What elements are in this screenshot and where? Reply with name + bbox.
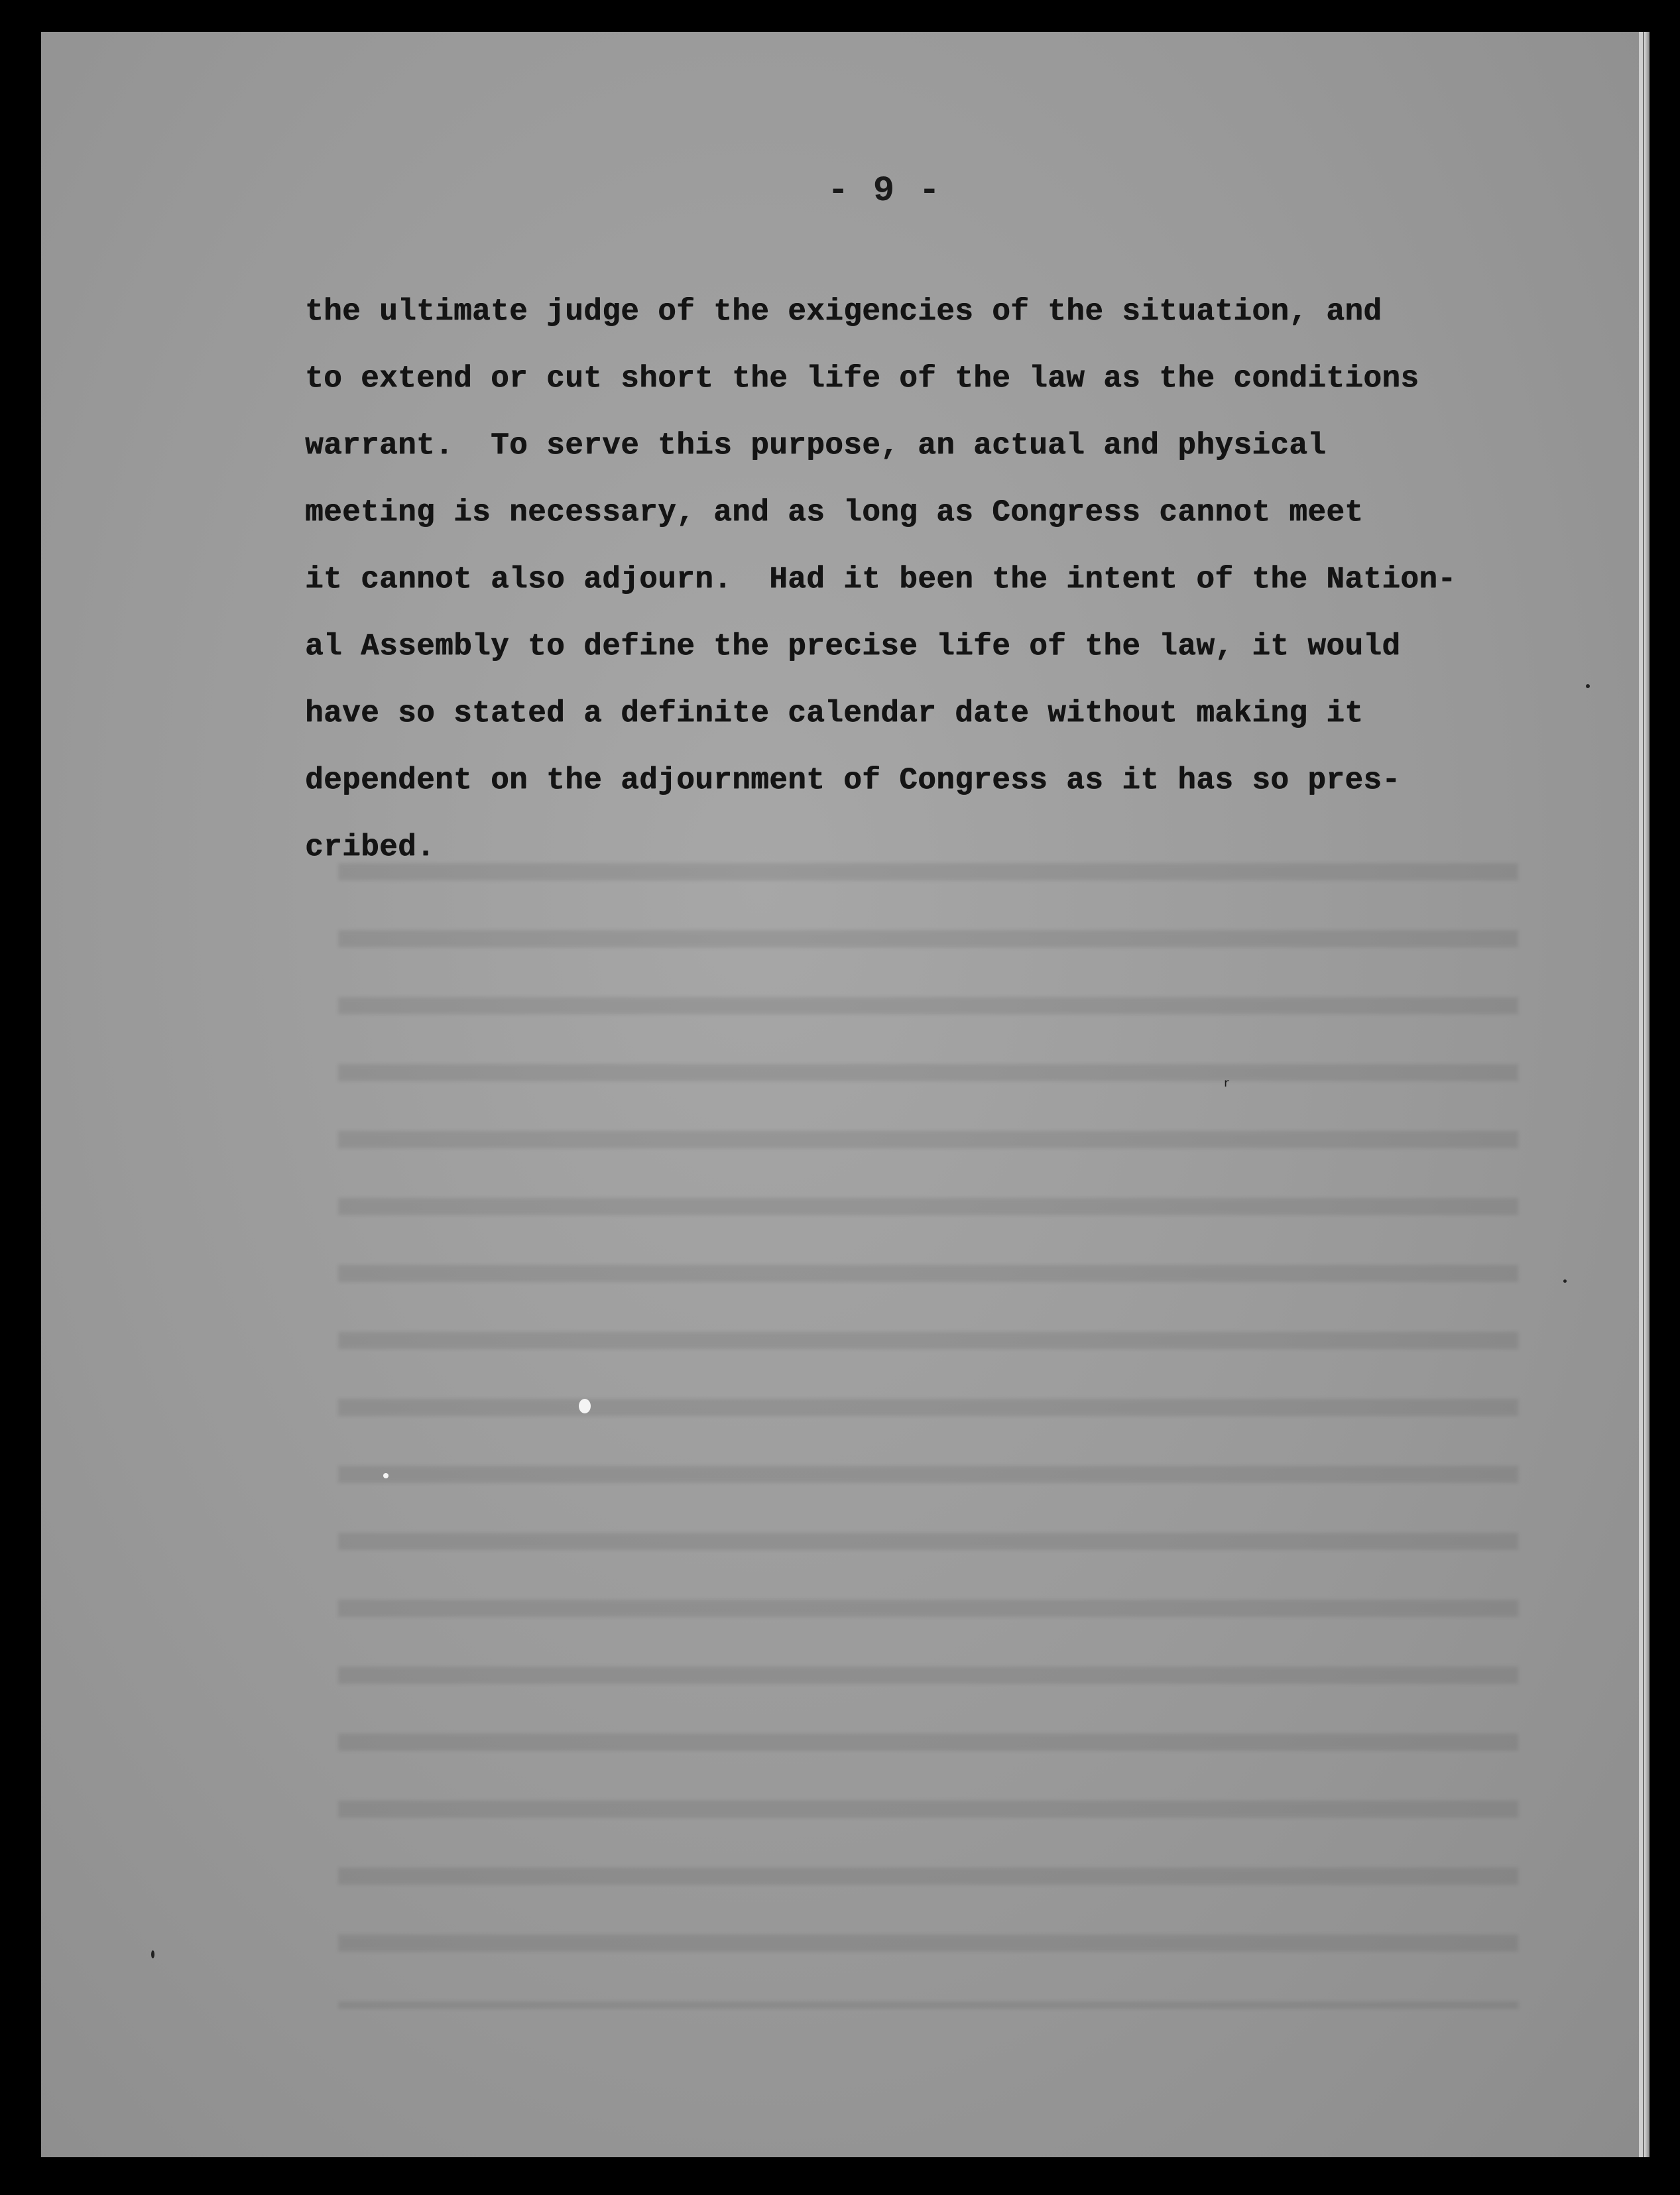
page-edge <box>1644 32 1650 2157</box>
text-line: al Assembly to define the precise life of the law, it would <box>305 629 1401 664</box>
text-line: it cannot also adjourn. Had it been the intent of the Nation- <box>305 562 1457 597</box>
dust-speck <box>151 1950 154 1958</box>
text-line: the ultimate judge of the exigencies of the situation, and <box>305 294 1382 329</box>
text-line: warrant. To serve this purpose, an actual and physical <box>305 428 1327 463</box>
text-line: cribed. <box>305 830 436 864</box>
dust-speck <box>579 1399 591 1413</box>
dust-speck <box>383 1473 389 1478</box>
dust-speck <box>1586 684 1590 688</box>
dust-speck <box>1563 1279 1567 1283</box>
bleed-through-text <box>338 842 1518 2009</box>
text-line: meeting is necessary, and as long as Congress cannot meet <box>305 495 1364 530</box>
text-line: dependent on the adjournment of Congress as it has so pres- <box>305 763 1401 798</box>
text-line: to extend or cut short the life of the law as the conditions <box>305 361 1419 396</box>
text-line: have so stated a definite calendar date without making it <box>305 696 1364 731</box>
body-paragraph <box>305 278 1565 881</box>
page-number: - 9 - <box>827 171 942 211</box>
stray-mark: ʳ <box>1224 1075 1229 1098</box>
